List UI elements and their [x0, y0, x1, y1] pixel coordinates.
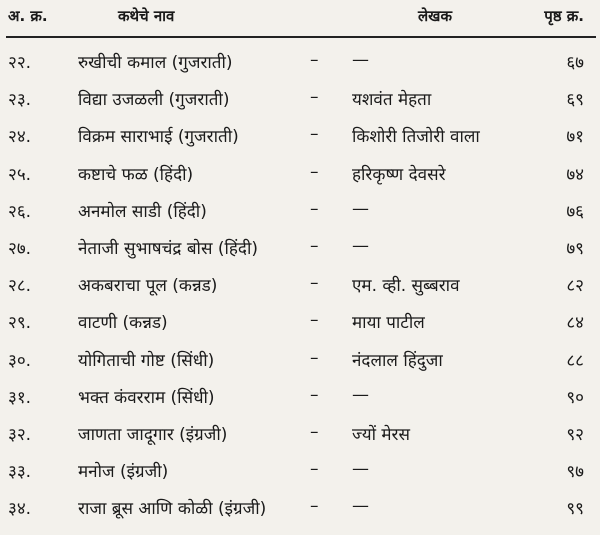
page-number: ८४	[566, 313, 584, 334]
table-row	[0, 116, 600, 152]
table-row	[0, 302, 600, 338]
author-name: एम. व्ही. सुब्बराव	[352, 276, 460, 297]
author-name: —	[352, 459, 369, 480]
serial-number: २७.	[8, 239, 32, 259]
separator-dash: –	[310, 87, 319, 108]
table-row	[0, 377, 600, 413]
serial-number: ३१.	[8, 387, 32, 408]
separator-dash: –	[310, 384, 319, 405]
header-story-title: कथेचे नाव	[118, 7, 175, 25]
story-title: कष्टाचे फळ (हिंदी)	[78, 164, 194, 185]
header-divider	[6, 36, 596, 38]
separator-dash: –	[310, 236, 319, 256]
separator-dash: –	[310, 50, 319, 70]
page-number: ९९	[566, 499, 584, 520]
table-header	[0, 0, 600, 38]
serial-number: २४.	[8, 127, 32, 148]
table-row	[0, 154, 600, 190]
serial-number: ३२.	[8, 425, 32, 445]
page-number: ७१	[566, 127, 584, 148]
page-number: ९२	[566, 425, 584, 445]
table-row	[0, 340, 600, 376]
table-row	[0, 42, 600, 78]
author-name: हरिकृष्ण देवसरे	[352, 164, 446, 185]
story-title: विक्रम साराभाई (गुजराती)	[78, 127, 239, 148]
serial-number: २५.	[8, 164, 32, 185]
author-name: —	[352, 384, 369, 405]
story-title: राजा ब्रूस आणि कोळी (इंग्रजी)	[78, 499, 267, 520]
author-name: नंदलाल हिंदुजा	[352, 350, 443, 371]
separator-dash: –	[310, 422, 319, 442]
table-row	[0, 228, 600, 264]
serial-number: ३३.	[8, 462, 32, 483]
separator-dash: –	[310, 310, 319, 331]
story-title: अकबराचा पूल (कन्नड)	[78, 276, 218, 297]
page-number: ९७	[566, 462, 584, 483]
author-name: —	[352, 198, 369, 219]
table-row	[0, 79, 600, 115]
story-title: नेताजी सुभाषचंद्र बोस (हिंदी)	[78, 239, 258, 259]
story-title: रुखीची कमाल (गुजराती)	[78, 53, 233, 73]
serial-number: २३.	[8, 90, 32, 111]
separator-dash: –	[310, 161, 319, 182]
story-title: मनोज (इंग्रजी)	[78, 462, 169, 483]
serial-number: ३४.	[8, 499, 32, 520]
page-number: ६९	[566, 90, 584, 111]
page-number: ६७	[566, 53, 584, 73]
story-title: भक्त कंवरराम (सिंधी)	[78, 387, 215, 408]
table-row	[0, 414, 600, 450]
table-row	[0, 488, 600, 524]
header-serial-number: अ. क्र.	[8, 7, 48, 25]
separator-dash: –	[310, 124, 319, 145]
story-title: जाणता जादूगार (इंग्रजी)	[78, 425, 228, 445]
serial-number: २८.	[8, 276, 32, 297]
author-name: —	[352, 236, 369, 256]
page-number: ७९	[566, 239, 584, 259]
author-name: माया पाटील	[352, 313, 425, 334]
separator-dash: –	[310, 273, 319, 294]
serial-number: ३०.	[8, 350, 32, 371]
separator-dash: –	[310, 496, 319, 517]
page-number: ९०	[566, 387, 584, 408]
separator-dash: –	[310, 198, 319, 219]
author-name: ज्यों मेरस	[352, 425, 411, 445]
story-title: अनमोल साडी (हिंदी)	[78, 201, 207, 222]
author-name: यशवंत मेहता	[352, 90, 432, 111]
story-title: वाटणी (कन्नड)	[78, 313, 168, 334]
serial-number: २२.	[8, 53, 32, 73]
author-name: किशोरी तिजोरी वाला	[352, 127, 480, 148]
story-title: विद्या उजळली (गुजराती)	[78, 90, 230, 111]
header-page-number: पृष्ठ क्र.	[544, 7, 584, 25]
story-title: योगिताची गोष्ट (सिंधी)	[78, 350, 215, 371]
page-number: ८८	[566, 350, 584, 371]
serial-number: २६.	[8, 201, 32, 222]
table-row	[0, 191, 600, 227]
table-row	[0, 265, 600, 301]
author-name: —	[352, 50, 369, 70]
page-number: ८२	[566, 276, 584, 297]
serial-number: २९.	[8, 313, 32, 334]
separator-dash: –	[310, 459, 319, 480]
header-author: लेखक	[418, 7, 452, 25]
separator-dash: –	[310, 347, 319, 368]
author-name: —	[352, 496, 369, 517]
table-row	[0, 451, 600, 487]
page-number: ७६	[566, 201, 584, 222]
page-number: ७४	[566, 164, 584, 185]
